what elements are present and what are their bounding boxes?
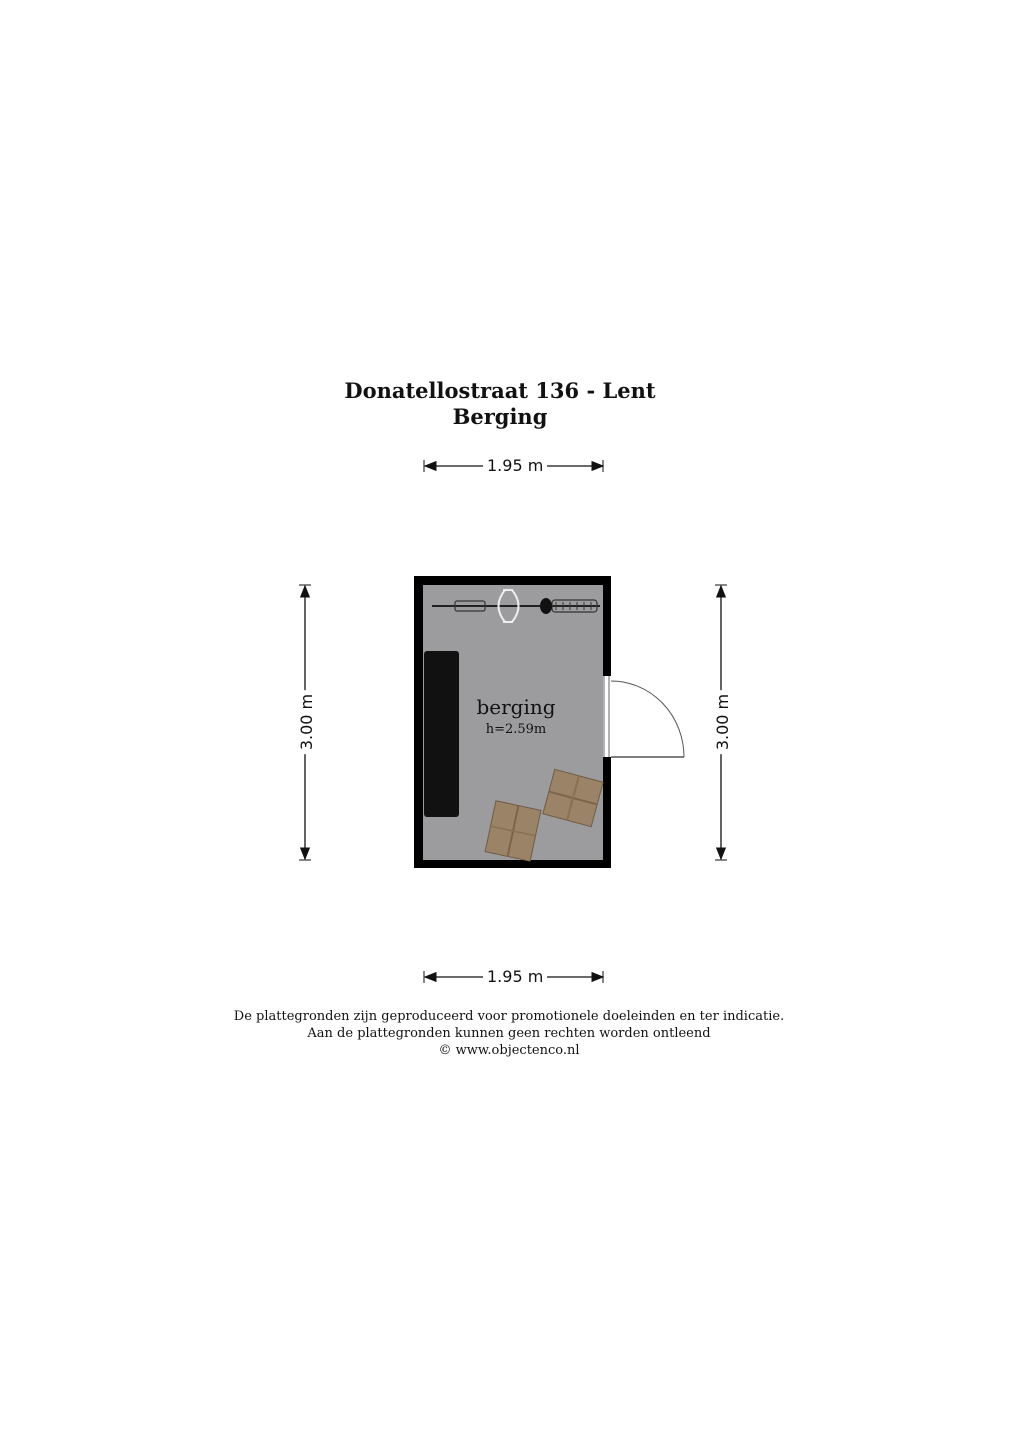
storage-cabinet [424,651,459,817]
right-height-label: 3.00 m [714,690,732,754]
door [603,676,684,757]
copyright-line: © www.objectenco.nl [438,1043,580,1058]
left-height-label: 3.00 m [298,690,316,754]
disclaimer-line-2: Aan de plattegronden kunnen geen rechten worden ontleend [307,1026,711,1041]
disclaimer-line-1: De plattegronden zijn geproduceerd voor promotionele doeleinden en ter indicatie. [233,1009,785,1024]
door-swing-arc [611,681,684,757]
top-width-label: 1.95 m [483,457,547,475]
plan-subtitle: Berging [452,404,548,429]
room-name: berging [476,695,556,719]
room-height: h=2.59m [485,722,547,737]
bottom-width-label: 1.95 m [483,968,547,986]
plan-title: Donatellostraat 136 - Lent [344,378,656,403]
